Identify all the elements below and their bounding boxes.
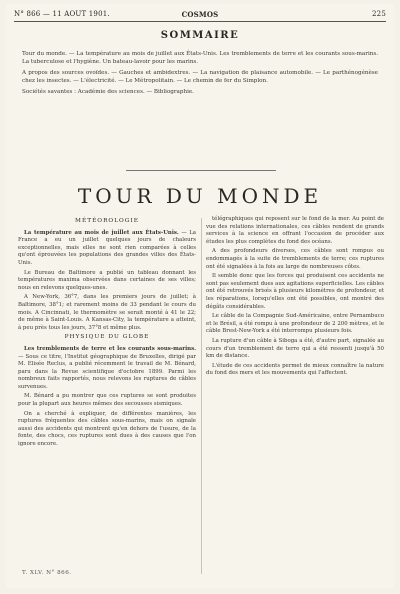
paragraph: Il semble donc que les forces qui produisent ces accidents ne sont pas seulement dues aux agitations superficielles. Les câbles ont été retrouvés brisés à plusieurs kilomètres de profondeur, et les réparations, lorsqu'elles ont été possibles, ont montré des dégâts considérables. [206, 273, 384, 310]
paragraph [18, 230, 196, 268]
paragraph-lead: La température au mois de juillet aux États-Unis. [24, 229, 179, 236]
sommaire-title: SOMMAIRE [160, 30, 240, 41]
section-heading: PHYSIQUE DU GLOBE [64, 334, 150, 341]
page-number: 225 [372, 10, 386, 18]
paragraph-text: — Sous ce titre, l'Institut géographique de Bruxelles, dirigé par M. Elisée Reclus, a publié récemment le travail de M. Bénard, paru dans la Revue scientifique d'octobre 1899. Parmi les nombreux faits rapportés, nous relevons les ruptures de câbles survenues. [18, 353, 196, 390]
journal-name: COSMOS [181, 9, 219, 19]
section-heading: MÉTÉOROLOGIE [75, 218, 139, 224]
article-title: TOUR DU MONDE [77, 184, 323, 208]
paragraph: Le câble de la Compagnie Sud-Américaine, entre Pernambuco et le Brésil, a été rompu à une profondeur de 2 200 mètres, et le câble Brest-New-York a été interrompu plusieurs fois. [206, 313, 384, 335]
volume-footer: T. XLV. N° 866. [22, 570, 72, 576]
sommaire-text [22, 50, 378, 98]
paragraph: télégraphiques qui reposent sur le fond de la mer. Au point de vue des relations internationales, ces câbles rendent de grands services à la science en offrant l'occasion de procéder aux études les plus complètes du fond des océans. [206, 216, 384, 245]
column-divider [201, 218, 202, 574]
section-divider [126, 170, 276, 171]
paragraph: M. Bénard a pu montrer que ces ruptures se sont produites pour la plupart aux heures mêmes des secousses sismiques. [18, 393, 196, 408]
sommaire-paragraph: A propos des sources ovoïdes. — Gauches et ambidextres. — La navigation de plaisance automobile. — Le parthénogénèse chez les insectes. — L'électricité. — Le Métropolitain. — Le chemin de fer du Simplon. [22, 69, 378, 85]
paragraph-text: — La France a eu un juillet quelques jours de chaleurs exceptionnelles, mais elles ne sont rien comparées à celles qu'ont éprouvées les populations des grandes villes des États-Unis. [18, 229, 197, 266]
journal-page [6, 4, 394, 588]
issue-number: N° 866 — 11 AOUT 1901. [14, 10, 110, 18]
right-column [206, 216, 384, 380]
sommaire-paragraph: Sociétés savantes : Académie des sciences. — Bibliographie. [22, 88, 194, 95]
paragraph: Le Bureau de Baltimore a publié un tableau donnant les températures maxima observées dans certaines de ses villes; nous en relevons quelques-unes. [18, 269, 196, 291]
left-column [18, 216, 196, 451]
paragraph: L'étude de ces accidents permet de mieux connaître la nature du fond des mers et les mouvements qui l'affectent. [206, 362, 384, 377]
paragraph: A New-York, 36°7, dans les premiers jours de juillet; à Baltimore, 38°1; et rarement moins de 33 pendant le cours du mois. A Cincinnati, le thermomètre se serait monté à 41 le 22; de même à Saint-Louis. A Kansas-City, la température a atteint, à peu près tous les jours, 37°8 et même plus. [18, 294, 196, 331]
header-rule [14, 21, 386, 22]
paragraph: A des profondeurs diverses, ces câbles sont rompus ou endommagés à la suite de tremblements de terre; ces ruptures ont été signalées à la fois au large de nombreuses côtes. [206, 248, 384, 270]
paragraph [18, 346, 196, 392]
paragraph-lead: Les tremblements de terre et les courants sous-marins. [24, 345, 196, 352]
paragraph: On a cherché à expliquer, de différentes manières, les ruptures fréquentes des câbles sous-marins, mais on signale aussi des accidents qui montrent qu'en dehors de l'usure, de la fonte, des chocs, ces ruptures sont dues à des causes que l'on ignore encore. [18, 410, 196, 448]
paragraph: La rupture d'un câble à Siboga a été, d'autre part, signalée au cours d'un tremblement de terre qui a été ressenti jusqu'à 50 km de distance. [206, 337, 384, 360]
page-header [14, 8, 386, 20]
sommaire-paragraph: Tour du monde. — La température au mois de juillet aux États-Unis. Les tremblements de terre et les courants sous-marins. La tuberculose et l'hygiène. Un bateau-lavoir pour les marins. [22, 51, 378, 66]
